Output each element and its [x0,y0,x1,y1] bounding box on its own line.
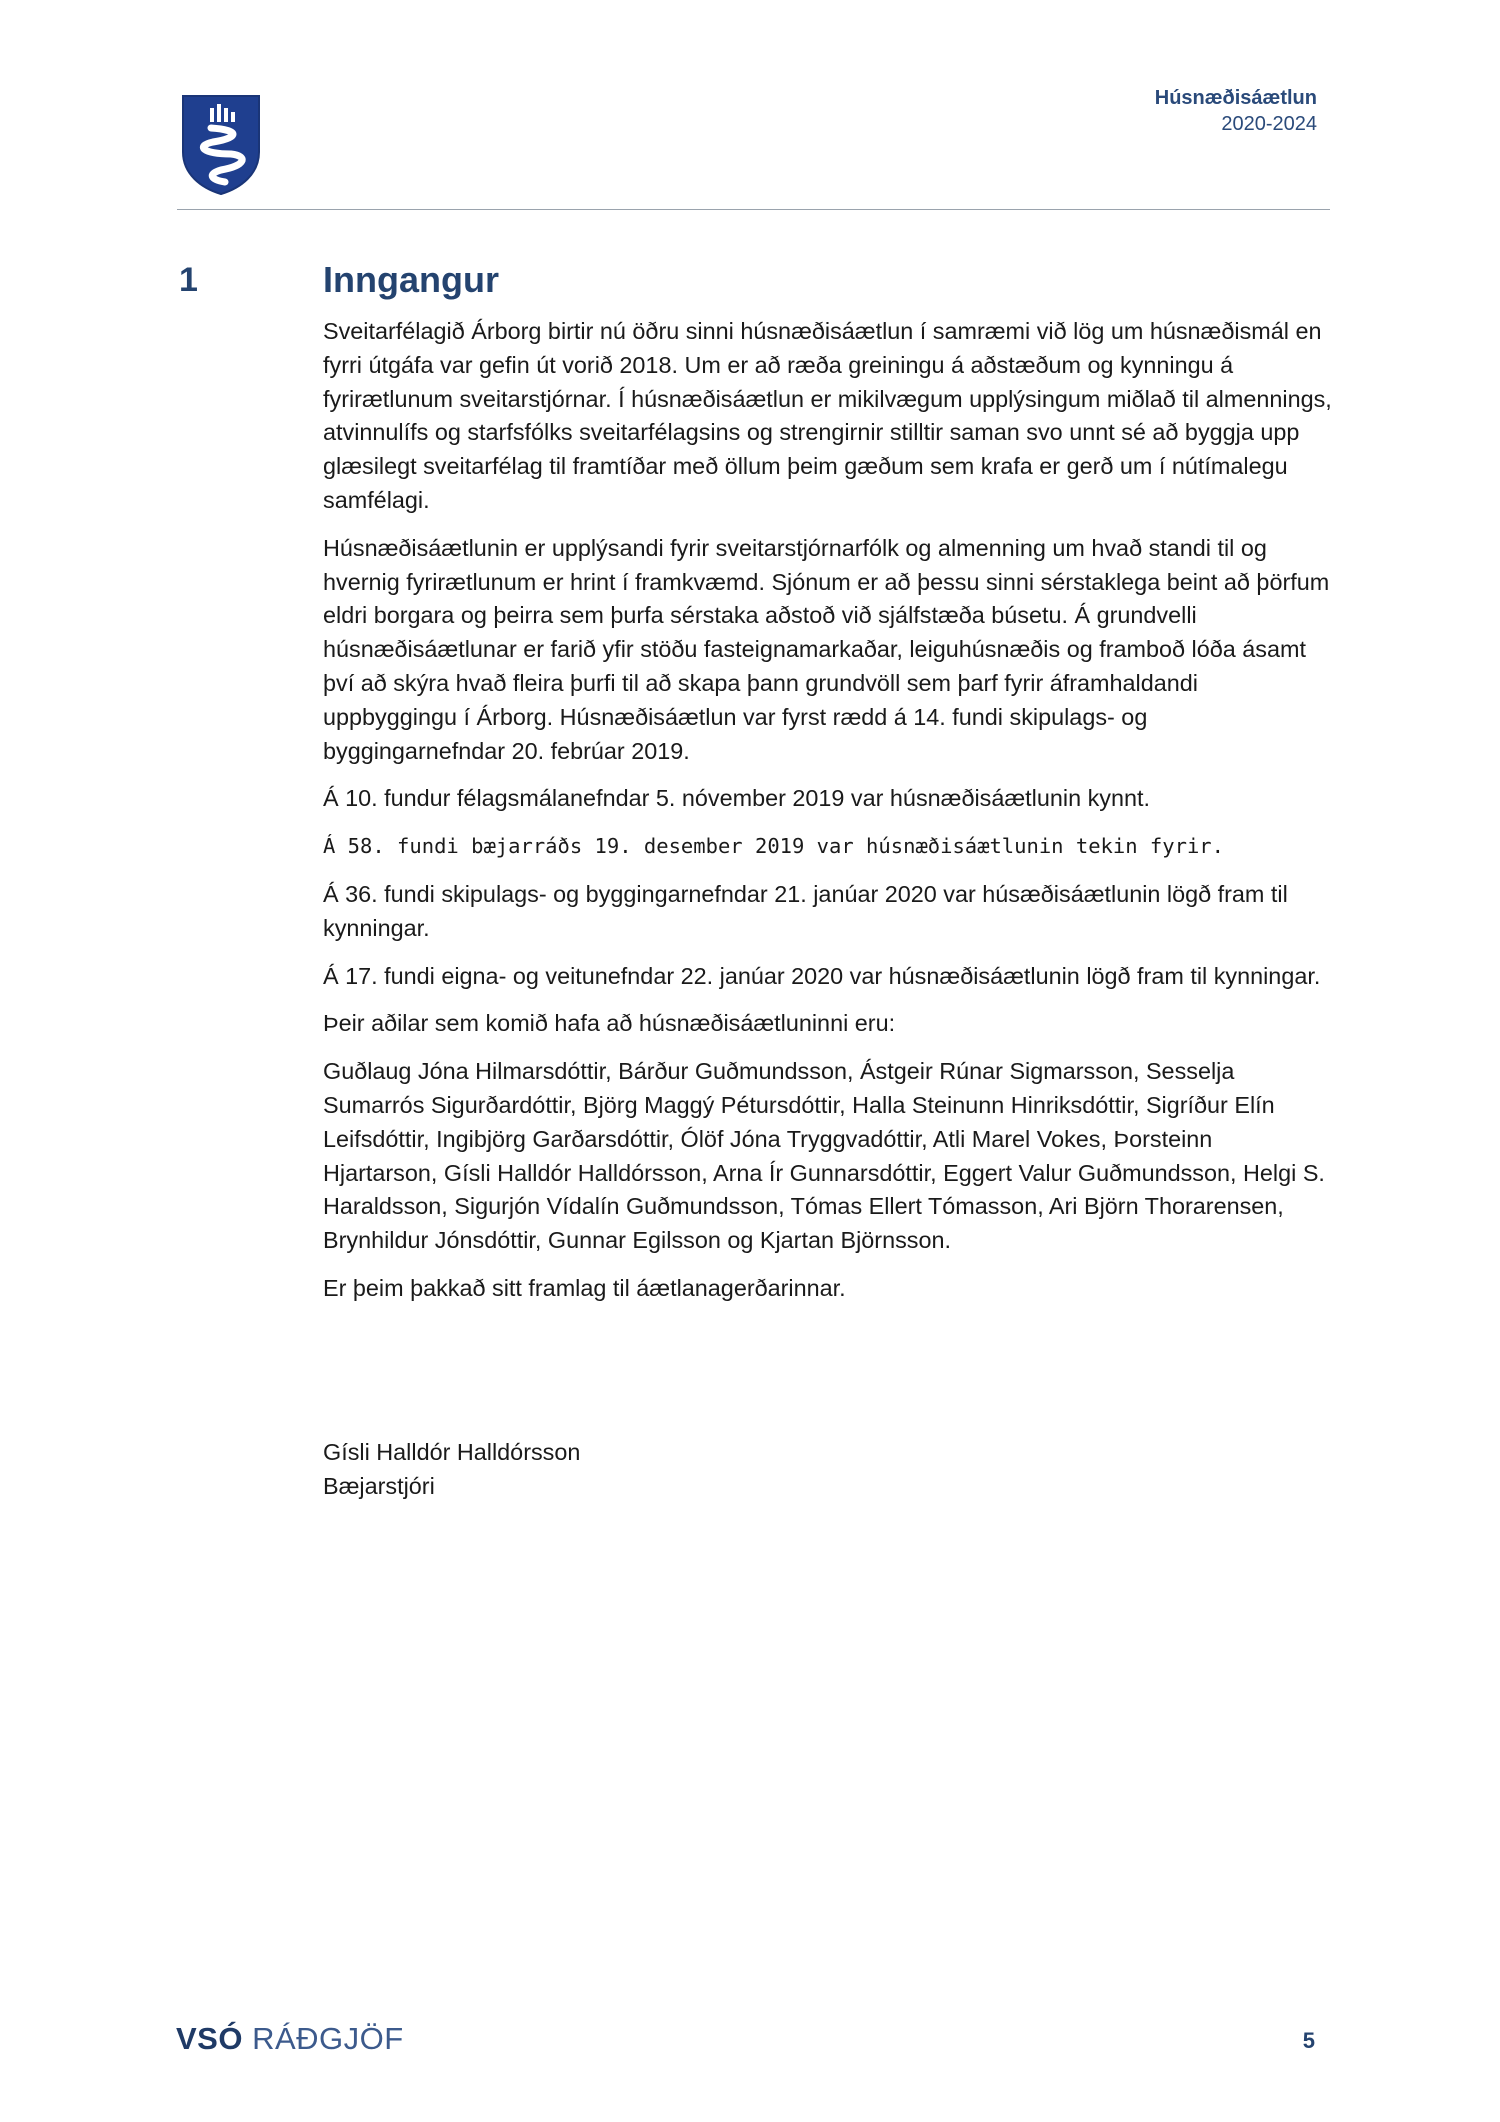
paragraph: Húsnæðisáætlunin er upplýsandi fyrir sveitarstjórnarfólk og almenning um hvað standi til og hvernig fyrirætlunum er hrint í framkvæmd. Sjónum er að þessu sinni sérstaklega beint að þörfum eldri borgara og þeirra sem þurfa sérstaka aðstoð við sjálfstæða búsetu. Á grundvelli húsnæðisáætlunar er farið yfir stöðu fasteignamarkaðar, leiguhúsnæðis og framboð lóða ásamt því að skýra hvað fleira þurfi til að skapa þann grundvöll sem þarf fyrir áframhaldandi uppbyggingu í Árborg. Húsnæðisáætlun var fyrst rædd á 14. fundi skipulags- og byggingarnefndar 20. febrúar 2019. [323,534,1330,764]
section-title: Inngangur [323,259,499,300]
vso-logo-bold: VSÓ [176,2021,243,2056]
vso-logo [176,2019,404,2059]
paragraph: Á 58. fundi bæjarráðs 19. desember 2019 var húsnæðisáætlunin tekin fyrir. [323,834,1224,859]
signature-block [323,1436,580,1504]
paragraph: Á 10. fundur félagsmálanefndar 5. nóvember 2019 var húsnæðisáætlunin kynnt. [323,785,1150,812]
contributors-list: Guðlaug Jóna Hilmarsdóttir, Bárður Guðmundsson, Ástgeir Rúnar Sigmarsson, Sesselja Sumarrós Sigurðardóttir, Björg Maggý Pétursdóttir, Halla Steinunn Hinriksdóttir, Sigríður Elín Leifsdóttir, Ingibjörg Garðarsdóttir, Ólöf Jóna Tryggvadóttir, Atli Marel Vokes, Þorsteinn Hjartarson, Gísli Halldór Halldórsson, Arna Ír Gunnarsdóttir, Eggert Valur Guðmundsson, Helgi S. Haraldsson, Sigurjón Vídalín Guðmundsson, Tómas Ellert Tómasson, Ari Björn Thorarensen, Brynhildur Jónsdóttir, Gunnar Egilsson og Kjartan Björnsson. [323,1058,1325,1254]
vso-logo-light: RÁÐGJÖF [242,2021,404,2056]
arborg-coat-of-arms-icon [181,94,261,196]
paragraph: Á 36. fundi skipulags- og byggingarnefndar 21. janúar 2020 var húsæðisáætlunin lögð fram til kynningar. [323,880,1288,941]
section-body [323,315,1333,1320]
paragraph: Sveitarfélagið Árborg birtir nú öðru sinni húsnæðisáætlun í samræmi við lög um húsnæðismál en fyrri útgáfa var gefin út vorið 2018. Um er að ræða greiningu á aðstæðum og kynningu á fyrirætlunum sveitarstjórnar. Í húsnæðisáætlun er mikilvægum upplýsingum miðlað til almennings, atvinnulífs og starfsfólks sveitarfélagsins og strengirnir stilltir saman svo unnt sé að byggja upp glæsilegt sveitarfélag til framtíðar með öllum þeim gæðum sem krafa er gerð um í nútímalegu samfélagi. [323,318,1332,513]
signature-name: Gísli Halldór Halldórsson [323,1439,581,1465]
section-number: 1 [179,261,198,299]
page-number: 5 [1302,2028,1315,2053]
header-divider [177,209,1330,210]
paragraph: Á 17. fundi eigna- og veitunefndar 22. janúar 2020 var húsnæðisáætlunin lögð fram til kynningar. [323,962,1321,989]
document-years: 2020-2024 [1221,113,1317,135]
document-title: Húsnæðisáætlun [1154,87,1317,109]
signature-role: Bæjarstjóri [323,1472,435,1499]
paragraph: Er þeim þakkað sitt framlag til áætlanagerðarinnar. [323,1274,846,1301]
paragraph: Þeir aðilar sem komið hafa að húsnæðisáætluninni eru: [323,1010,896,1037]
